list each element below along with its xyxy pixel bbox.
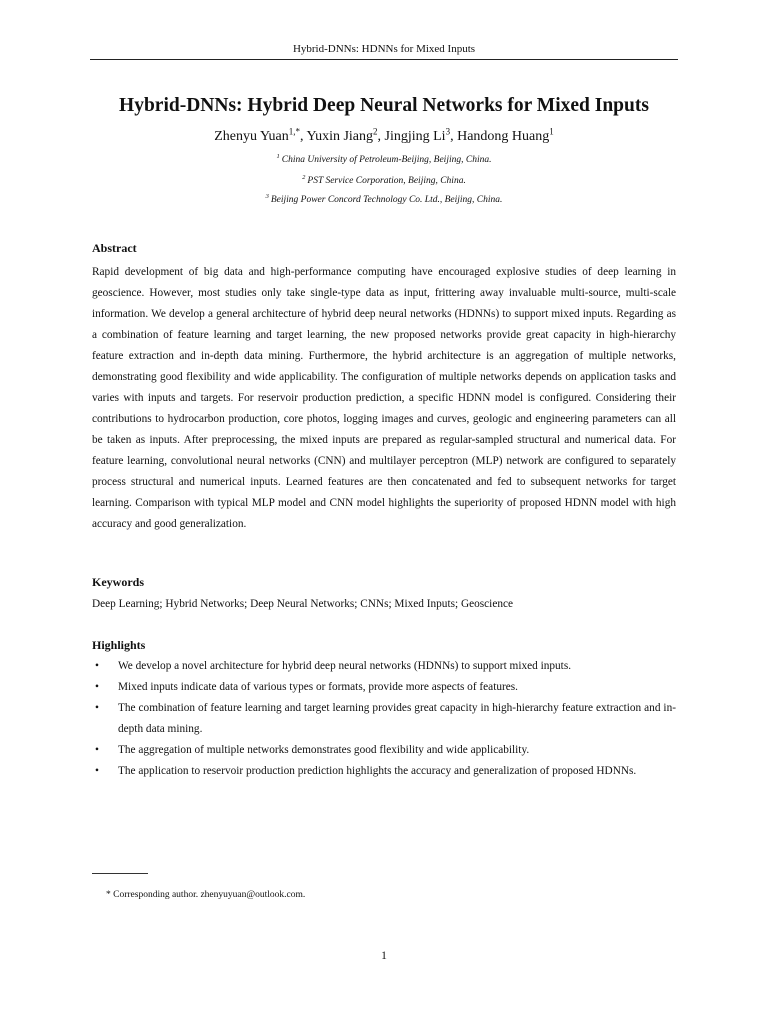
- author-separator: ,: [450, 129, 458, 144]
- affiliation-marker: 1: [276, 152, 280, 160]
- author-separator: ,: [300, 129, 307, 144]
- affiliation-marker: 2: [302, 173, 306, 181]
- affiliation-text: Beijing Power Concord Technology Co. Ltd., Beijing, China.: [270, 195, 503, 205]
- bullet-icon: •: [95, 765, 99, 777]
- abstract-text: Rapid development of big data and high-performance computing have encouraged explosive studies of deep learning in geoscience. However, most studies only take single-type data as input, frittering away invaluable multi-source, multi-scale information. We develop a general architecture of hybrid deep neural networks (HDNNs) to support mixed inputs. Regarding as a combination of feature learning and target learning, the new proposed networks provide great capacity in high-hierarchy feature extraction and in-depth data mining. Furthermore, the hybrid architecture is an aggregation of multiple networks, demonstrating good flexibility and wide applicability. The configuration of multiple networks depends on application tasks and varies with inputs and targets. For reservoir production prediction, a specific HDNN model is configured. Considering their contributions to hydrocarbon production, core photos, logging images and curves, geologic and engineering parameters can all be taken as inputs. After preprocessing, the mixed inputs are prepared as regular-sampled structural and numerical data. For feature learning, convolutional neural networks (CNN) and multilayer perceptron (MLP) network are configured to separately process structural and numerical inputs. Learned features are then concatenated and fed to subsequent networks for target learning. Comparison with typical MLP model and CNN model highlights the superiority of proposed HDNN model with high accuracy and good generalization.: [92, 266, 676, 530]
- corresponding-author-footnote: * Corresponding author. zhenyuyuan@outlook.com.: [106, 890, 306, 900]
- highlight-item: [92, 677, 676, 698]
- affiliation-text: PST Service Corporation, Beijing, China.: [307, 176, 466, 186]
- paper-title: Hybrid-DNNs: Hybrid Deep Neural Networks for Mixed Inputs: [119, 95, 649, 116]
- author-name: Handong Huang: [457, 129, 550, 144]
- highlight-item: [92, 761, 676, 782]
- highlight-text: The aggregation of multiple networks demonstrates good flexibility and wide applicability.: [118, 744, 530, 756]
- highlight-text: The application to reservoir production prediction highlights the accuracy and generalization of proposed HDNNs.: [118, 765, 637, 777]
- highlights-list: [92, 656, 676, 782]
- abstract-heading: Abstract: [92, 241, 137, 255]
- author-name: Zhenyu Yuan: [214, 129, 289, 144]
- keywords-heading: Keywords: [92, 575, 144, 589]
- bullet-icon: •: [95, 702, 99, 714]
- highlight-text: We develop a novel architecture for hybrid deep neural networks (HDNNs) to support mixed inputs.: [118, 660, 572, 672]
- highlights-heading: Highlights: [92, 638, 146, 652]
- keywords-text: Deep Learning; Hybrid Networks; Deep Neural Networks; CNNs; Mixed Inputs; Geoscience: [92, 598, 514, 610]
- highlight-text: Mixed inputs indicate data of various types or formats, provide more aspects of features.: [118, 681, 518, 693]
- bullet-icon: •: [95, 660, 99, 672]
- highlight-item: [92, 656, 676, 677]
- author-affiliation-marker: 2: [373, 126, 378, 137]
- footnote-divider: [92, 873, 148, 874]
- highlight-item: [92, 740, 676, 761]
- bullet-icon: •: [95, 744, 99, 756]
- author-separator: ,: [377, 129, 385, 144]
- affiliation-marker: 3: [265, 192, 269, 200]
- author-list: [60, 128, 708, 146]
- running-header: Hybrid-DNNs: HDNNs for Mixed Inputs: [90, 42, 678, 60]
- affiliation-1: [60, 154, 708, 166]
- page-number: 1: [381, 950, 387, 962]
- bullet-icon: •: [95, 681, 99, 693]
- affiliation-3: [60, 194, 708, 206]
- highlight-item: [92, 698, 676, 740]
- author-affiliation-marker: 3: [445, 126, 451, 137]
- author-name: Yuxin Jiang: [306, 129, 374, 144]
- affiliation-2: [60, 175, 708, 187]
- author-affiliation-marker: 1,*: [288, 126, 301, 137]
- author-affiliation-marker: 1: [549, 126, 554, 137]
- highlight-text: The combination of feature learning and target learning provides great capacity in high-hierarchy feature extraction and in-depth data mining.: [118, 702, 676, 735]
- author-name: Jingjing Li: [384, 129, 446, 144]
- affiliation-text: China University of Petroleum-Beijing, Beijing, China.: [281, 155, 492, 165]
